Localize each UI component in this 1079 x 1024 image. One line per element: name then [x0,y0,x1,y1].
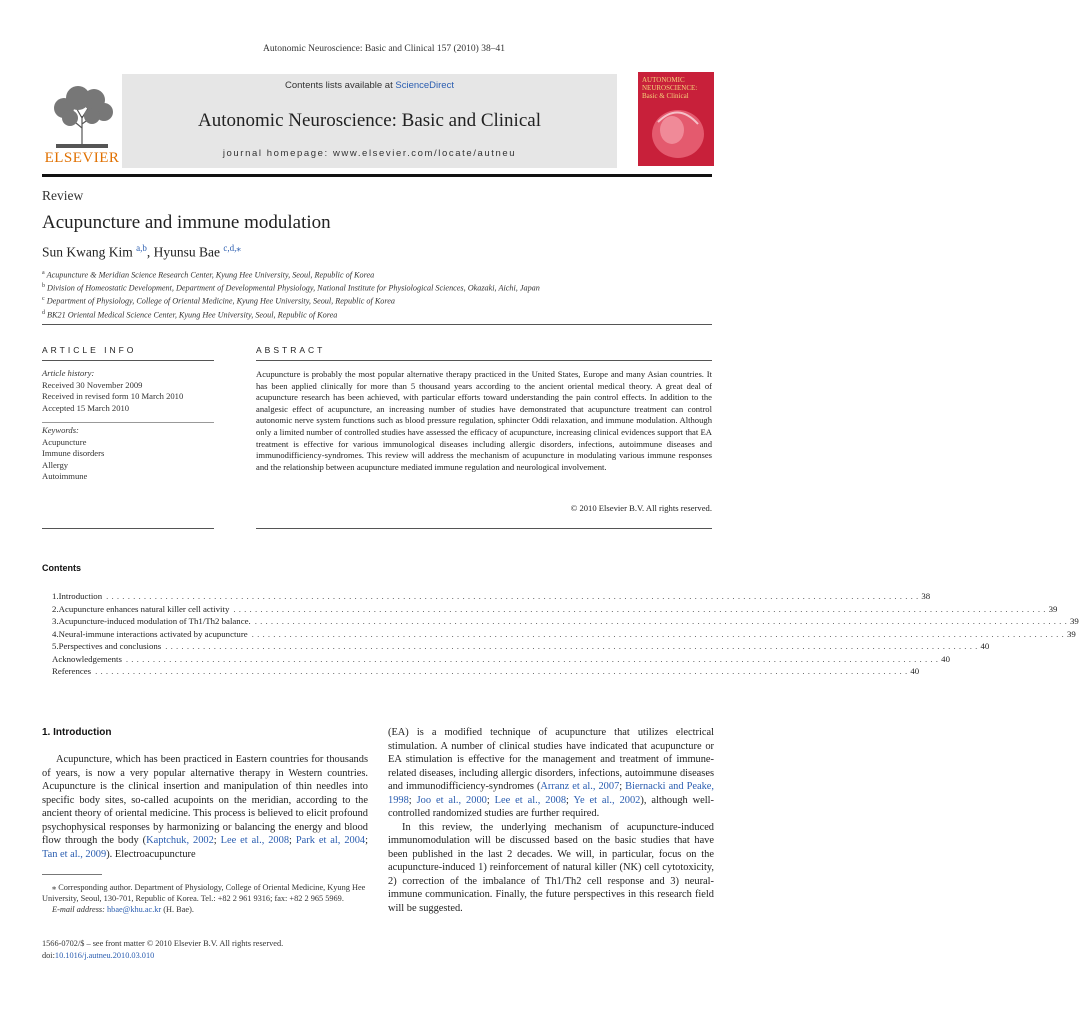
toc-item[interactable]: 1. Introduction ....................................................................................................................................................... 38 [52,591,931,601]
paragraph: In this review, the underlying mechanism of acupuncture-induced immunomodulation will be discussed based on the basic studies that have been published in the last 2 decades. We will, in particular, focus on the acupuncture-induced 1) reinforcement of natural killer (NK) cell cytotoxicity, 2) correction of the imbalance of Th1/Th2 cell response and 3) neural-immune communication. Finally, the future perspectives in this research field will be suggested. [388,821,714,914]
issn-line: 1566-0702/$ – see front matter © 2010 Elsevier B.V. All rights reserved. [42,939,284,948]
email-link[interactable]: hbae@khu.ac.kr [107,905,162,914]
toc-item[interactable]: Acknowledgements ....................................................................................................................................................... 40 [52,653,950,664]
citation-link[interactable]: Kaptchuk, 2002 [146,835,214,846]
keyword: Allergy [42,459,69,470]
citation-link[interactable]: Biernacki and Peake, 1998 [388,781,714,806]
history-item: Received in revised form 10 March 2010 [42,391,184,401]
citation-link[interactable]: Lee et al., 2008 [494,794,567,806]
abstract-rule [256,360,712,361]
article-info-heading: ARTICLE INFO [42,345,137,355]
toc-item[interactable]: 3. Acupuncture-induced modulation of Th1/Th2 balance. ....................................................................................................................................................... 39 [52,616,1079,626]
abstract-bottom-rule [256,528,712,529]
doi-link[interactable]: 10.1016/j.autneu.2010.03.010 [54,951,155,960]
journal-title: Autonomic Neuroscience: Basic and Clinical [198,110,541,131]
citation-link[interactable]: Tan et al., 2009 [42,848,107,860]
author-affiliation-marks[interactable]: a,b [136,243,147,253]
paragraph: Acupuncture, which has been practiced in Eastern countries for thousands of years, is now a very popular alternative therapy in Western countries. Acupuncture is the clinical insertion and manipulation of thin needles into specific body sites, so-called acupoints on the meridian, according to the ancient theory of oriental medicine. This process is believed to elicit profound psychophysical responses by harmonizing or balancing the energy and blood flow through the body (Kaptchuk, 2002; Lee et al., 2008; Park et al, 2004; Tan et al., 2009). Electroacupuncture [42,754,368,860]
article-title: Acupuncture and immune modulation [42,212,331,233]
body-column-left [42,753,368,861]
abstract-heading: ABSTRACT [256,345,326,355]
citation-link[interactable]: Joo et al., 2000 [416,794,487,806]
running-head: Autonomic Neuroscience: Basic and Clinical 157 (2010) 38–41 [263,44,505,54]
affiliations-rule [42,324,712,325]
toc-item[interactable]: References ....................................................................................................................................................... 40 [52,666,920,676]
header-rule [42,174,712,177]
keyword: Acupuncture [42,436,87,447]
history-label: Article history: [42,368,95,378]
citation-link[interactable]: Arranz et al., 2007 [540,781,620,792]
footnote-rule [42,874,102,875]
toc-item[interactable]: 2. Acupuncture enhances natural killer cell activity ....................................................................................................................................................... 39 [52,603,1058,614]
paragraph: (EA) is a modified technique of acupuncture that utilizes electrical stimulation. A number of clinical studies have indicated that acupuncture or EA stimulation is effective for the management and treatment of immune-related diseases, including allergic disorders, infections, autoimmune diseases and immunodifficiency-syndromes (Arranz et al., 2007; Biernacki and Peake, 1998; Joo et al., 2000; Lee et al., 2008; Ye et al., 2002), although well-controlled randomized studies are further required. [388,727,715,819]
toc-item[interactable]: 5. Perspectives and conclusions ....................................................................................................................................................... 40 [52,641,990,651]
citation-link[interactable]: Park et al, 2004 [295,835,366,846]
contents-available-line: Contents lists available at ScienceDirect [285,80,454,91]
section-heading-introduction: 1. Introduction [42,727,112,738]
affiliation-item: $^c$ Department of Physiology, College of Oriental Medicine, Kyung Hee University, Seoul, Republic of Korea [42,296,395,307]
affiliation-item: $^a$ Acupuncture & Meridian Science Research Center, Kyung Hee University, Seoul, Republic of Korea [42,270,375,280]
history-item: Received 30 November 2009 [42,379,143,390]
author-name: Sun Kwang Kim [42,244,133,260]
abstract-text: Acupuncture is probably the most popular alternative therapy practiced in the United States, Europe and many Asian countries. It has been applied clinically for more than 5 thousand years according to the ancient oriental medical theory. A great deal of acupuncture research has been achieved, with particular efforts toward understanding the pain control effects. In addition to the analgesic effect of acupuncture, an increasing number of studies have demonstrated that acupuncture treatment can control autonomic nerve system functions such as blood pressure regulation, sphincter Oddi relaxation, and immune modulation. Although only a limited number of controlled studies have assessed the efficacy of acupuncture, increasing clinical evidences support that EA treatment is effective for various immunological diseases including allergic disorders, infections, autoimmune diseases and immunodifficiency-syndromes. This review will address the mechanism of acupuncture in modulating various immune responses and the relationship between acupuncture mediated immune regulation and neurological involvement. [256,369,712,472]
elsevier-wordmark: ELSEVIER [44,150,120,166]
body-column-right [388,726,714,915]
keywords-block [42,425,214,483]
keyword: Immune disorders [42,448,105,458]
keywords-label: Keywords: [42,425,79,435]
history-item: Accepted 15 March 2010 [42,402,130,413]
author-affiliation-marks[interactable]: c,d,⁎ [223,243,241,253]
contents-title: Contents [42,563,81,573]
toc-item[interactable]: 4. Neural-immune interactions activated by acupuncture ....................................................................................................................................................... 39 [52,628,1076,639]
cover-title: AUTONOMIC NEUROSCIENCE: Basic & Clinical [642,76,698,100]
article-info-rule [42,360,214,361]
author-list: Sun Kwang Kim $^{a,b}$, Hyunsu Bae $^{c,d,⁎}$ [42,243,241,260]
citation-link[interactable]: Ye et al., 2002 [573,794,641,806]
journal-cover-image [638,72,714,166]
article-info-block [42,368,214,414]
sciencedirect-link[interactable]: ScienceDirect [395,80,454,91]
citation-link[interactable]: Lee et al., 2008 [220,835,290,846]
keyword: Autoimmune [42,471,88,481]
table-of-contents [52,590,1079,678]
article-info-bottom-rule [42,528,214,529]
keywords-rule [42,422,214,423]
page-footer: 1566-0702/$ – see front matter © 2010 Elsevier B.V. All rights reserved. doi:10.1016/j.autneu.2010.03.010 [42,938,368,962]
corresponding-author-footnote: ⁎ Corresponding author. Department of Physiology, College of Oriental Medicine, Kyung Hee University, Seoul, 130-701, Republic of Korea. Tel.: +82 2 961 9316; fax: +82 2 965 5969. E-mail address: hbae@khu.ac.kr (H. Bae). [42,883,366,914]
journal-homepage[interactable]: journal homepage: www.elsevier.com/locate/autneu [222,148,517,159]
affiliation-item: $^b$ Division of Homeostatic Development, Department of Developmental Physiology, National Institute for Physiological Sciences, Okazaki, Aichi, Japan [42,283,540,293]
affiliation-item: $^d$ BK21 Oriental Medical Science Center, Kyung Hee University, Seoul, Republic of Korea [42,309,338,320]
abstract-copyright: © 2010 Elsevier B.V. All rights reserved. [570,503,712,513]
affiliation-list [42,268,712,321]
author-name: Hyunsu Bae [153,244,220,260]
article-type: Review [42,188,84,203]
